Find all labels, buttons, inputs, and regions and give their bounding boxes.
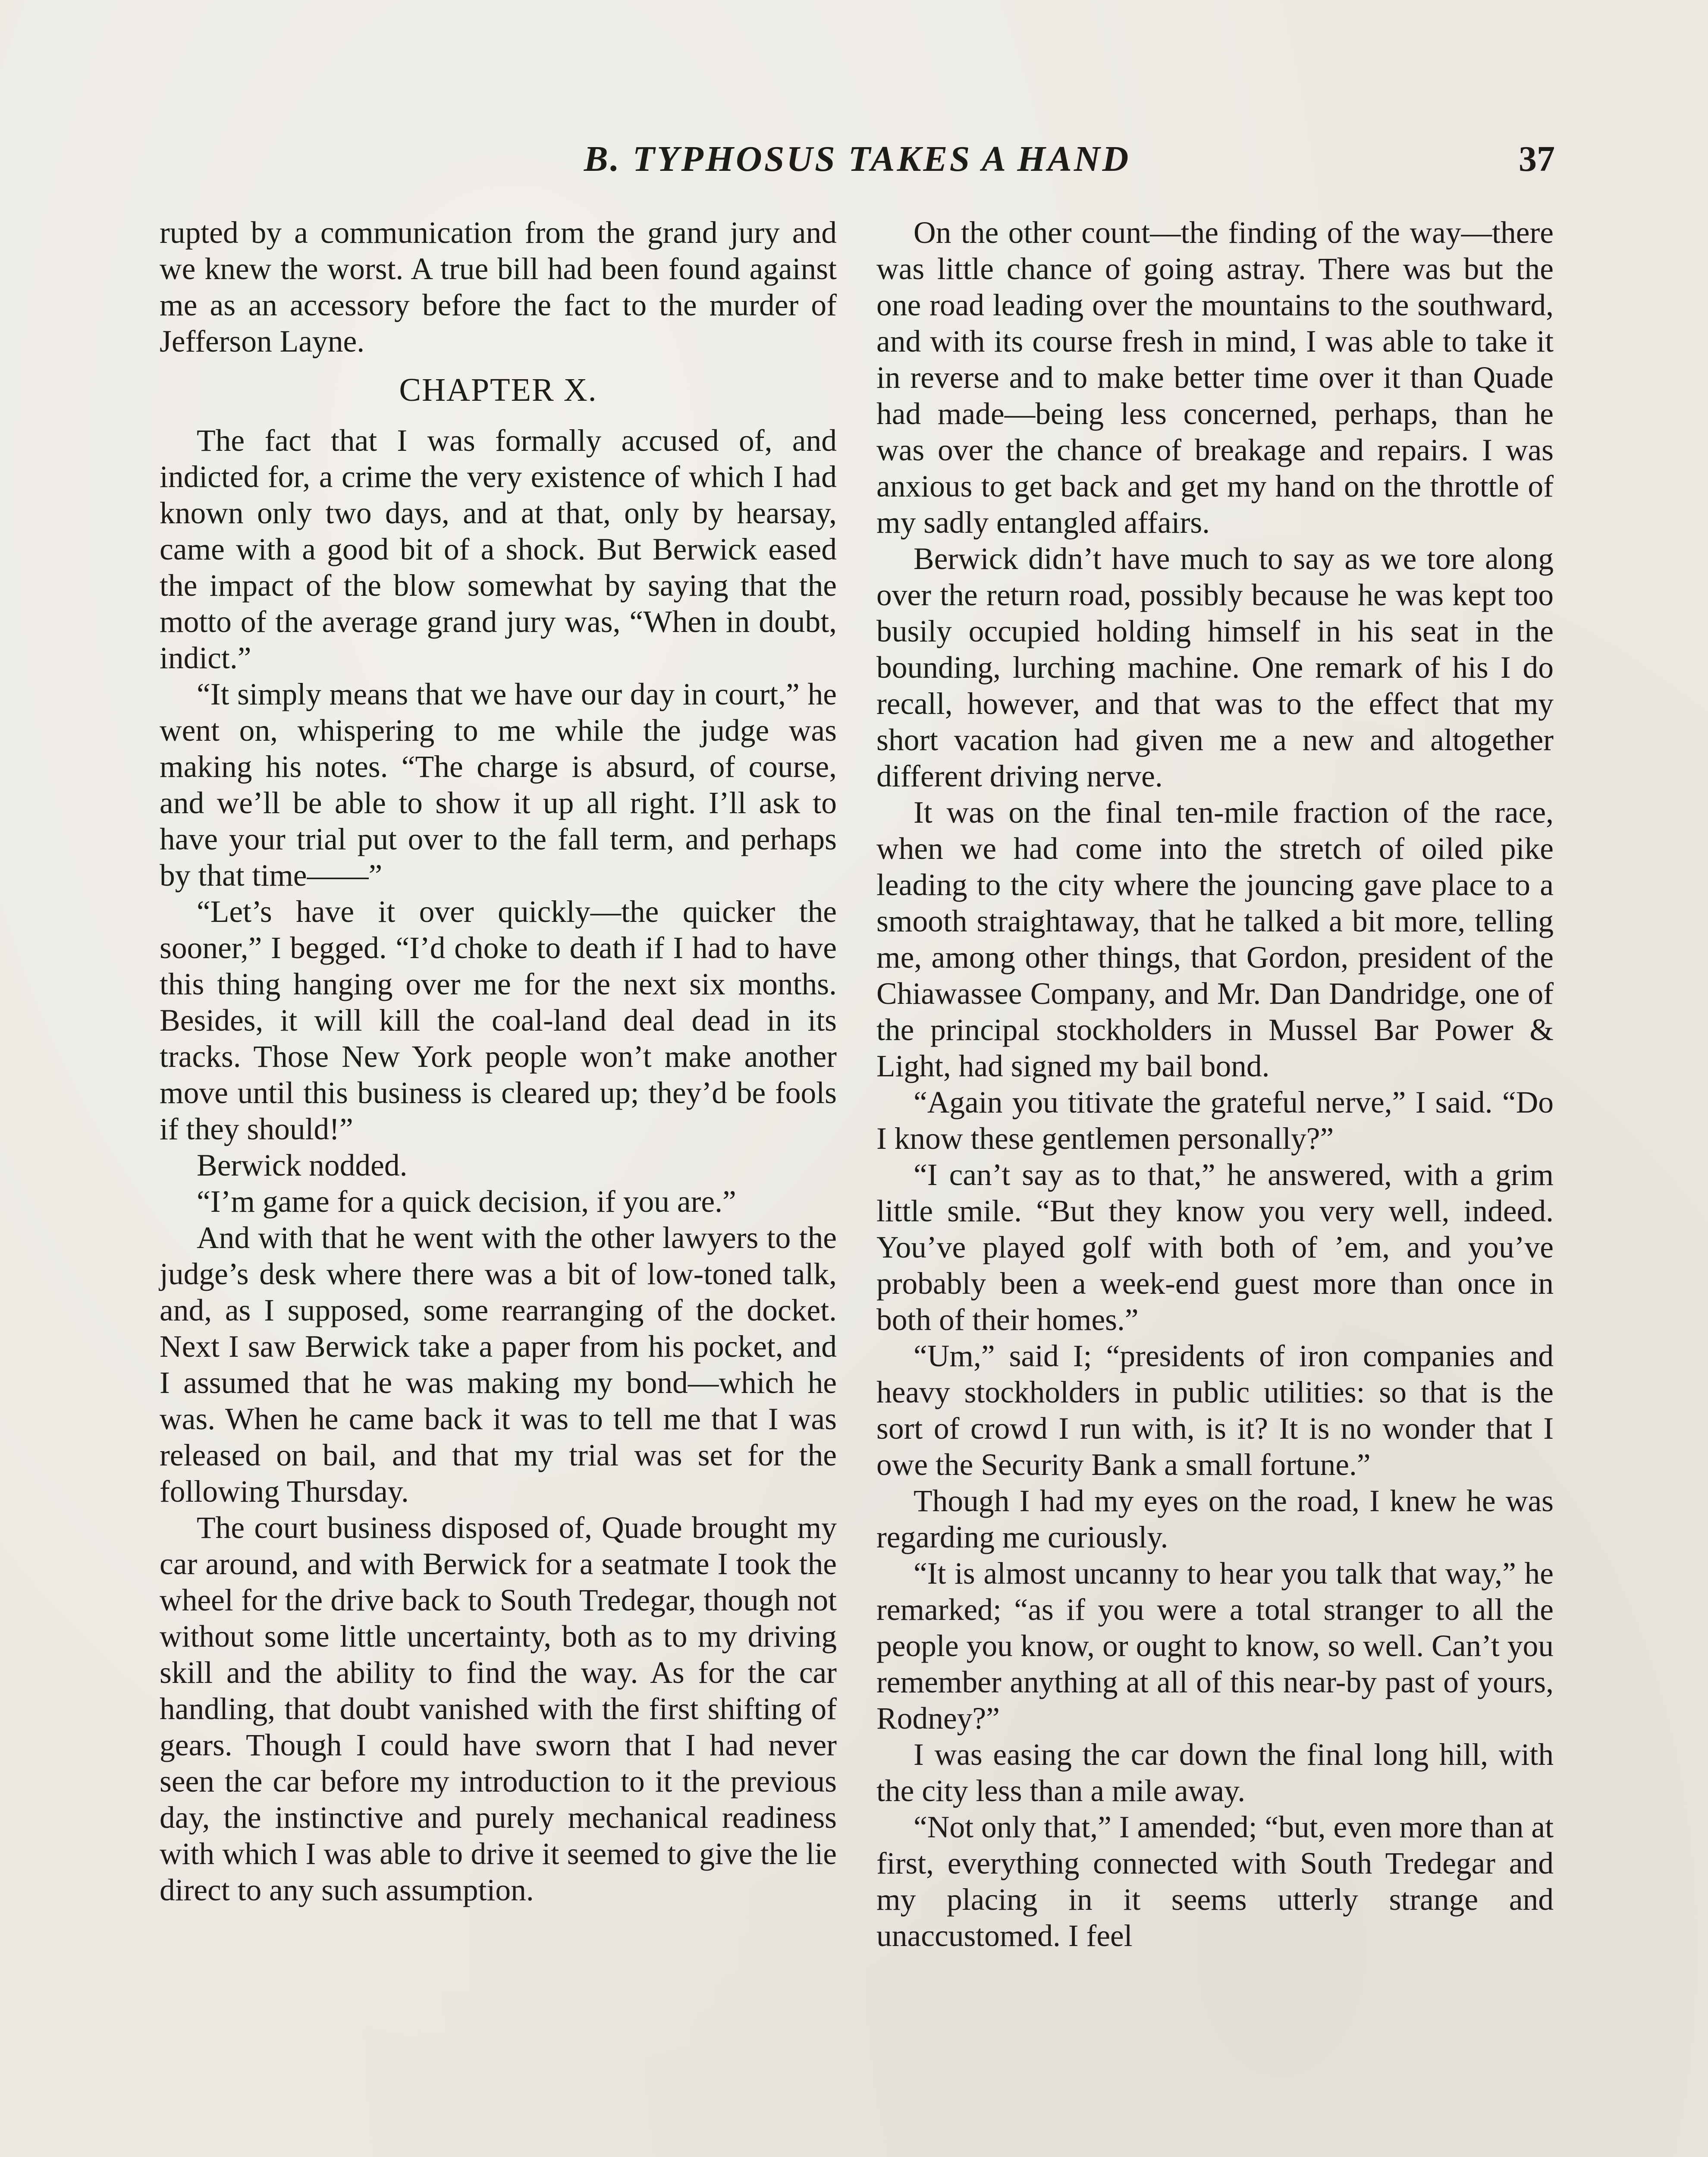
paragraph: It was on the final ten-mile fraction of the race, when we had come into the stretch of oiled pike leading to the city where the jouncing gave place to a smooth straightaway, that he talked a bit more, telling me, among other things, that Gordon, president of the Chiawassee Company, and Mr. Dan Dandridge, one of the principal stockholders in Mussel Bar Power & Light, had signed my bail bond.	[876, 796, 1554, 1083]
paragraph: “Um,” said I; “presidents of iron companies and heavy stockholders in public utilities: so that is the sort of crowd I run with, is it? It is no wonder that I owe the Security Bank a small fortune.”	[876, 1339, 1554, 1482]
paragraph: The court business disposed of, Quade brought my car around, and with Berwick for a seatmate I took the wheel for the drive back to South Tredegar, though not without some little uncertainty, both as to my driving skill and the ability to find the way. As for the car handling, that doubt vanished with the first shifting of gears. Though I could have sworn that I had never seen the car before my introduction to it the previous day, the instinctive and purely mechanical readiness with which I was able to drive it seemed to give the lie direct to any such assumption.	[160, 1511, 837, 1907]
paragraph: “Let’s have it over quickly—the quicker the sooner,” I begged. “I’d choke to death if I had to have this thing hanging over me for the next six months. Besides, it will kill the coal-land deal dead in its tracks. Those New York people won’t make another move until this business is cleared up; they’d be fools if they should!”	[160, 895, 837, 1146]
page-header	[160, 138, 1555, 186]
running-title: B. TYPHOSUS TAKES A HAND	[584, 139, 1131, 179]
paragraph: On the other count—the finding of the way—there was little chance of going astray. There was but the one road leading over the mountains to the southward, and with its course fresh in mind, I was able to take it in reverse and to make better time over it than Quade had made—being less concerned, perhaps, than he was over the chance of breakage and repairs. I was anxious to get back and get my hand on the throttle of my sadly entangled affairs.	[876, 216, 1554, 540]
paragraph: And with that he went with the other lawyers to the judge’s desk where there was a bit of low-toned talk, and, as I supposed, some rearranging of the docket. Next I saw Berwick take a paper from his pocket, and I assumed that he was making my bond—which he was. When he came back it was to tell me that I was released on bail, and that my trial was set for the following Thursday.	[160, 1221, 837, 1509]
right-column	[876, 215, 1554, 1954]
paragraph: Berwick nodded.	[197, 1148, 408, 1182]
paragraph: rupted by a communication from the grand jury and we knew the worst. A true bill had been found against me as an accessory before the fact to the murder of Jefferson Layne.	[160, 216, 837, 358]
paragraph: “It is almost uncanny to hear you talk that way,” he remarked; “as if you were a total stranger to all the people you know, or ought to know, so well. Can’t you remember anything at all of this near-by past of yours, Rodney?”	[876, 1556, 1554, 1736]
paragraph: I was easing the car down the final long hill, with the city less than a mile away.	[876, 1738, 1554, 1808]
paragraph: Berwick didn’t have much to say as we tore along over the return road, possibly because he was kept too busily occupied holding himself in his seat in the bounding, lurching machine. One remark of his I do recall, however, and that was to the effect that my short vacation had given me a new and altogether different driving nerve.	[876, 542, 1554, 793]
paragraph: “Again you titivate the grateful nerve,” I said. “Do I know these gentlemen personally?”	[876, 1085, 1554, 1156]
paragraph: Though I had my eyes on the road, I knew he was regarding me curiously.	[876, 1484, 1554, 1554]
paragraph: “I can’t say as to that,” he answered, with a grim little smile. “But they know you very well, indeed. You’ve played golf with both of ’em, and you’ve probably been a week-end guest more than once in both of their homes.”	[876, 1158, 1554, 1337]
chapter-heading: CHAPTER X.	[399, 372, 597, 408]
paragraph: The fact that I was formally accused of, and indicted for, a crime the very existence of which I had known only two days, and at that, only by hearsay, came with a good bit of a shock. But Berwick eased the impact of the blow somewhat by saying that the motto of the average grand jury was, “When in doubt, indict.”	[160, 424, 837, 675]
paragraph: “I’m game for a quick decision, if you are.”	[197, 1185, 736, 1219]
left-column	[160, 215, 837, 1909]
paragraph: “Not only that,” I amended; “but, even more than at first, everything connected with South Tredegar and my placing in it seems utterly strange and unaccustomed. I feel	[876, 1810, 1554, 1953]
paragraph: “It simply means that we have our day in court,” he went on, whispering to me while the judge was making his notes. “The charge is absurd, of course, and we’ll be able to show it up all right. I’ll ask to have your trial put over to the fall term, and perhaps by that time——”	[160, 677, 837, 893]
page-number: 37	[1519, 139, 1555, 179]
